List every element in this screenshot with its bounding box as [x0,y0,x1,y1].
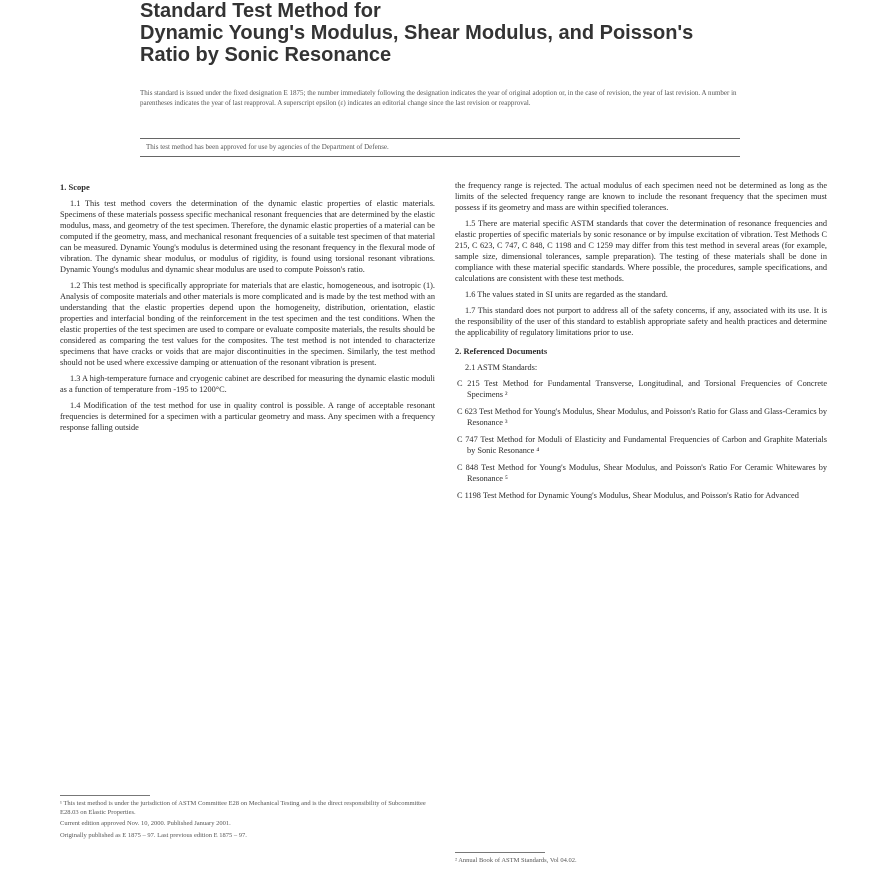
footnote-3: Originally published as E 1875 – 97. Last previous edition E 1875 – 97. [60,831,247,839]
paragraph-1-4: 1.4 Modification of the test method for use in quality control is possible. A range of acceptable resonant frequencies is determined for a specimen with a particular geometry and mass. Any specimen with a frequency response falling outside [60,401,435,432]
footnotes-left [60,800,435,843]
footnote-right: ² Annual Book of ASTM Standards, Vol 04.02. [455,857,577,864]
title-line-3: Ratio by Sonic Resonance [140,44,392,66]
header-rule-bottom [140,156,740,157]
header-rule-top [140,138,740,139]
title-line-1: Standard Test Method for [140,0,381,22]
footnote-1: ¹ This test method is under the jurisdiction of ASTM Committee E28 on Mechanical Testing and is the direct responsibility of Subcommittee E28.03 on Elastic Properties. [60,800,426,816]
paragraph-1-6: 1.6 The values stated in SI units are regarded as the standard. [465,290,668,299]
reference-item: C 1198 Test Method for Dynamic Young's Modulus, Shear Modulus, and Poisson's Ratio for Advanced [457,491,799,500]
paragraph-1-7: 1.7 This standard does not purport to address all of the safety concerns, if any, associated with its use. It is the responsibility of the user of this standard to establish appropriate safety and health practices and determine the applicability of regulatory limitations prior to use. [455,306,827,337]
left-column [60,180,435,438]
paragraph-1-3: 1.3 A high-temperature furnace and cryogenic cabinet are described for measuring the dynamic elastic moduli as a function of temperature from -195 to 1200°C. [60,374,435,394]
reference-item: C 848 Test Method for Young's Modulus, Shear Modulus, and Poisson's Ratio For Ceramic Whitewares by Resonance ⁵ [457,463,827,483]
paragraph-1-2: 1.2 This test method is specifically appropriate for materials that are elastic, homogeneous, and isotropic (1). Analysis of composite materials and other materials is more complicated and is made by the test method with an understanding that the elastic properties depend upon the homogeneity, distribution, orientation, elastic properties and interfacial bonding of the reinforcement in the test specimen and the test conditions. When the elastic properties of the test specimen are used to compare or evaluate composite materials, the results should be considered as comparing the test values for the composites. The test method is not intended to characterize specimens that have cracks or voids that are major discontinuities in the specimen. Similarly, the test method should not be used where excessive damping or attenuation of the resonant vibration is present. [60,281,435,367]
references-subheading: 2.1 ASTM Standards: [465,363,538,372]
reference-list [455,378,827,501]
paragraph-1-4-cont: the frequency range is rejected. The actual modulus of each specimen need not be determined as long as the limits of the selected frequency range are known to include the resonant frequency that the specimen must possess if its geometry and mass are within specified tolerances. [455,181,827,212]
footnote-rule-left [60,795,150,796]
reference-item: C 747 Test Method for Moduli of Elasticity and Fundamental Frequencies of Carbon and Graphite Materials by Sonic Resonance ⁴ [457,435,827,455]
approval-note: This test method has been approved for use by agencies of the Department of Defense. [146,143,389,151]
section-heading-scope: 1. Scope [60,182,90,192]
reference-item: C 215 Test Method for Fundamental Transverse, Longitudinal, and Torsional Frequencies of Concrete Specimens ² [457,379,827,399]
right-column [455,180,827,507]
section-heading-references: 2. Referenced Documents [455,346,548,356]
title-line-2: Dynamic Young's Modulus, Shear Modulus, and Poisson's [140,22,694,44]
paragraph-1-1: 1.1 This test method covers the determination of the dynamic elastic properties of elastic materials. Specimens of these materials possess specific mechanical resonant frequencies that are determined by the elastic modulus, mass, and geometry of the test specimen. Therefore, the dynamic elastic properties of a material can be computed if the geometry, mass, and mechanical resonant frequencies of a suitable test specimen of that material can be measured. Dynamic Young's modulus is determined using the resonant frequency in the flexural mode of vibration. The dynamic shear modulus, or modulus of rigidity, is found using torsional resonant vibrations. Dynamic Young's modulus and dynamic shear modulus are used to compute Poisson's ratio. [60,199,435,274]
reference-item: C 623 Test Method for Young's Modulus, Shear Modulus, and Poisson's Ratio for Glass and Glass-Ceramics by Resonance ³ [457,407,827,427]
designation-note: This standard is issued under the fixed designation E 1875; the number immediately following the designation indicates the year of original adoption or, in the case of revision, the year of last revision. A number in parentheses indicates the year of last reapproval. A superscript epsilon (ε) indicates an editorial change since the last revision or reapproval. [140,89,737,107]
document-title [140,0,760,66]
footnote-2: Current edition approved Nov. 10, 2000. Published January 2001. [60,820,231,827]
paragraph-1-5: 1.5 There are material specific ASTM standards that cover the determination of resonance frequencies and elastic properties of specific materials by sonic resonance or by impulse excitation of vibration. Test Methods C 215, C 623, C 747, C 848, C 1198 and C 1259 may differ from this test method in several areas (for example, sample size, dimensional tolerances, sample preparation). The testing of these materials shall be done in compliance with these material specific standards. Where possible, the procedures, sample specifications, and calculations are consistent with these test methods. [455,219,827,283]
footnote-rule-right [455,852,545,853]
